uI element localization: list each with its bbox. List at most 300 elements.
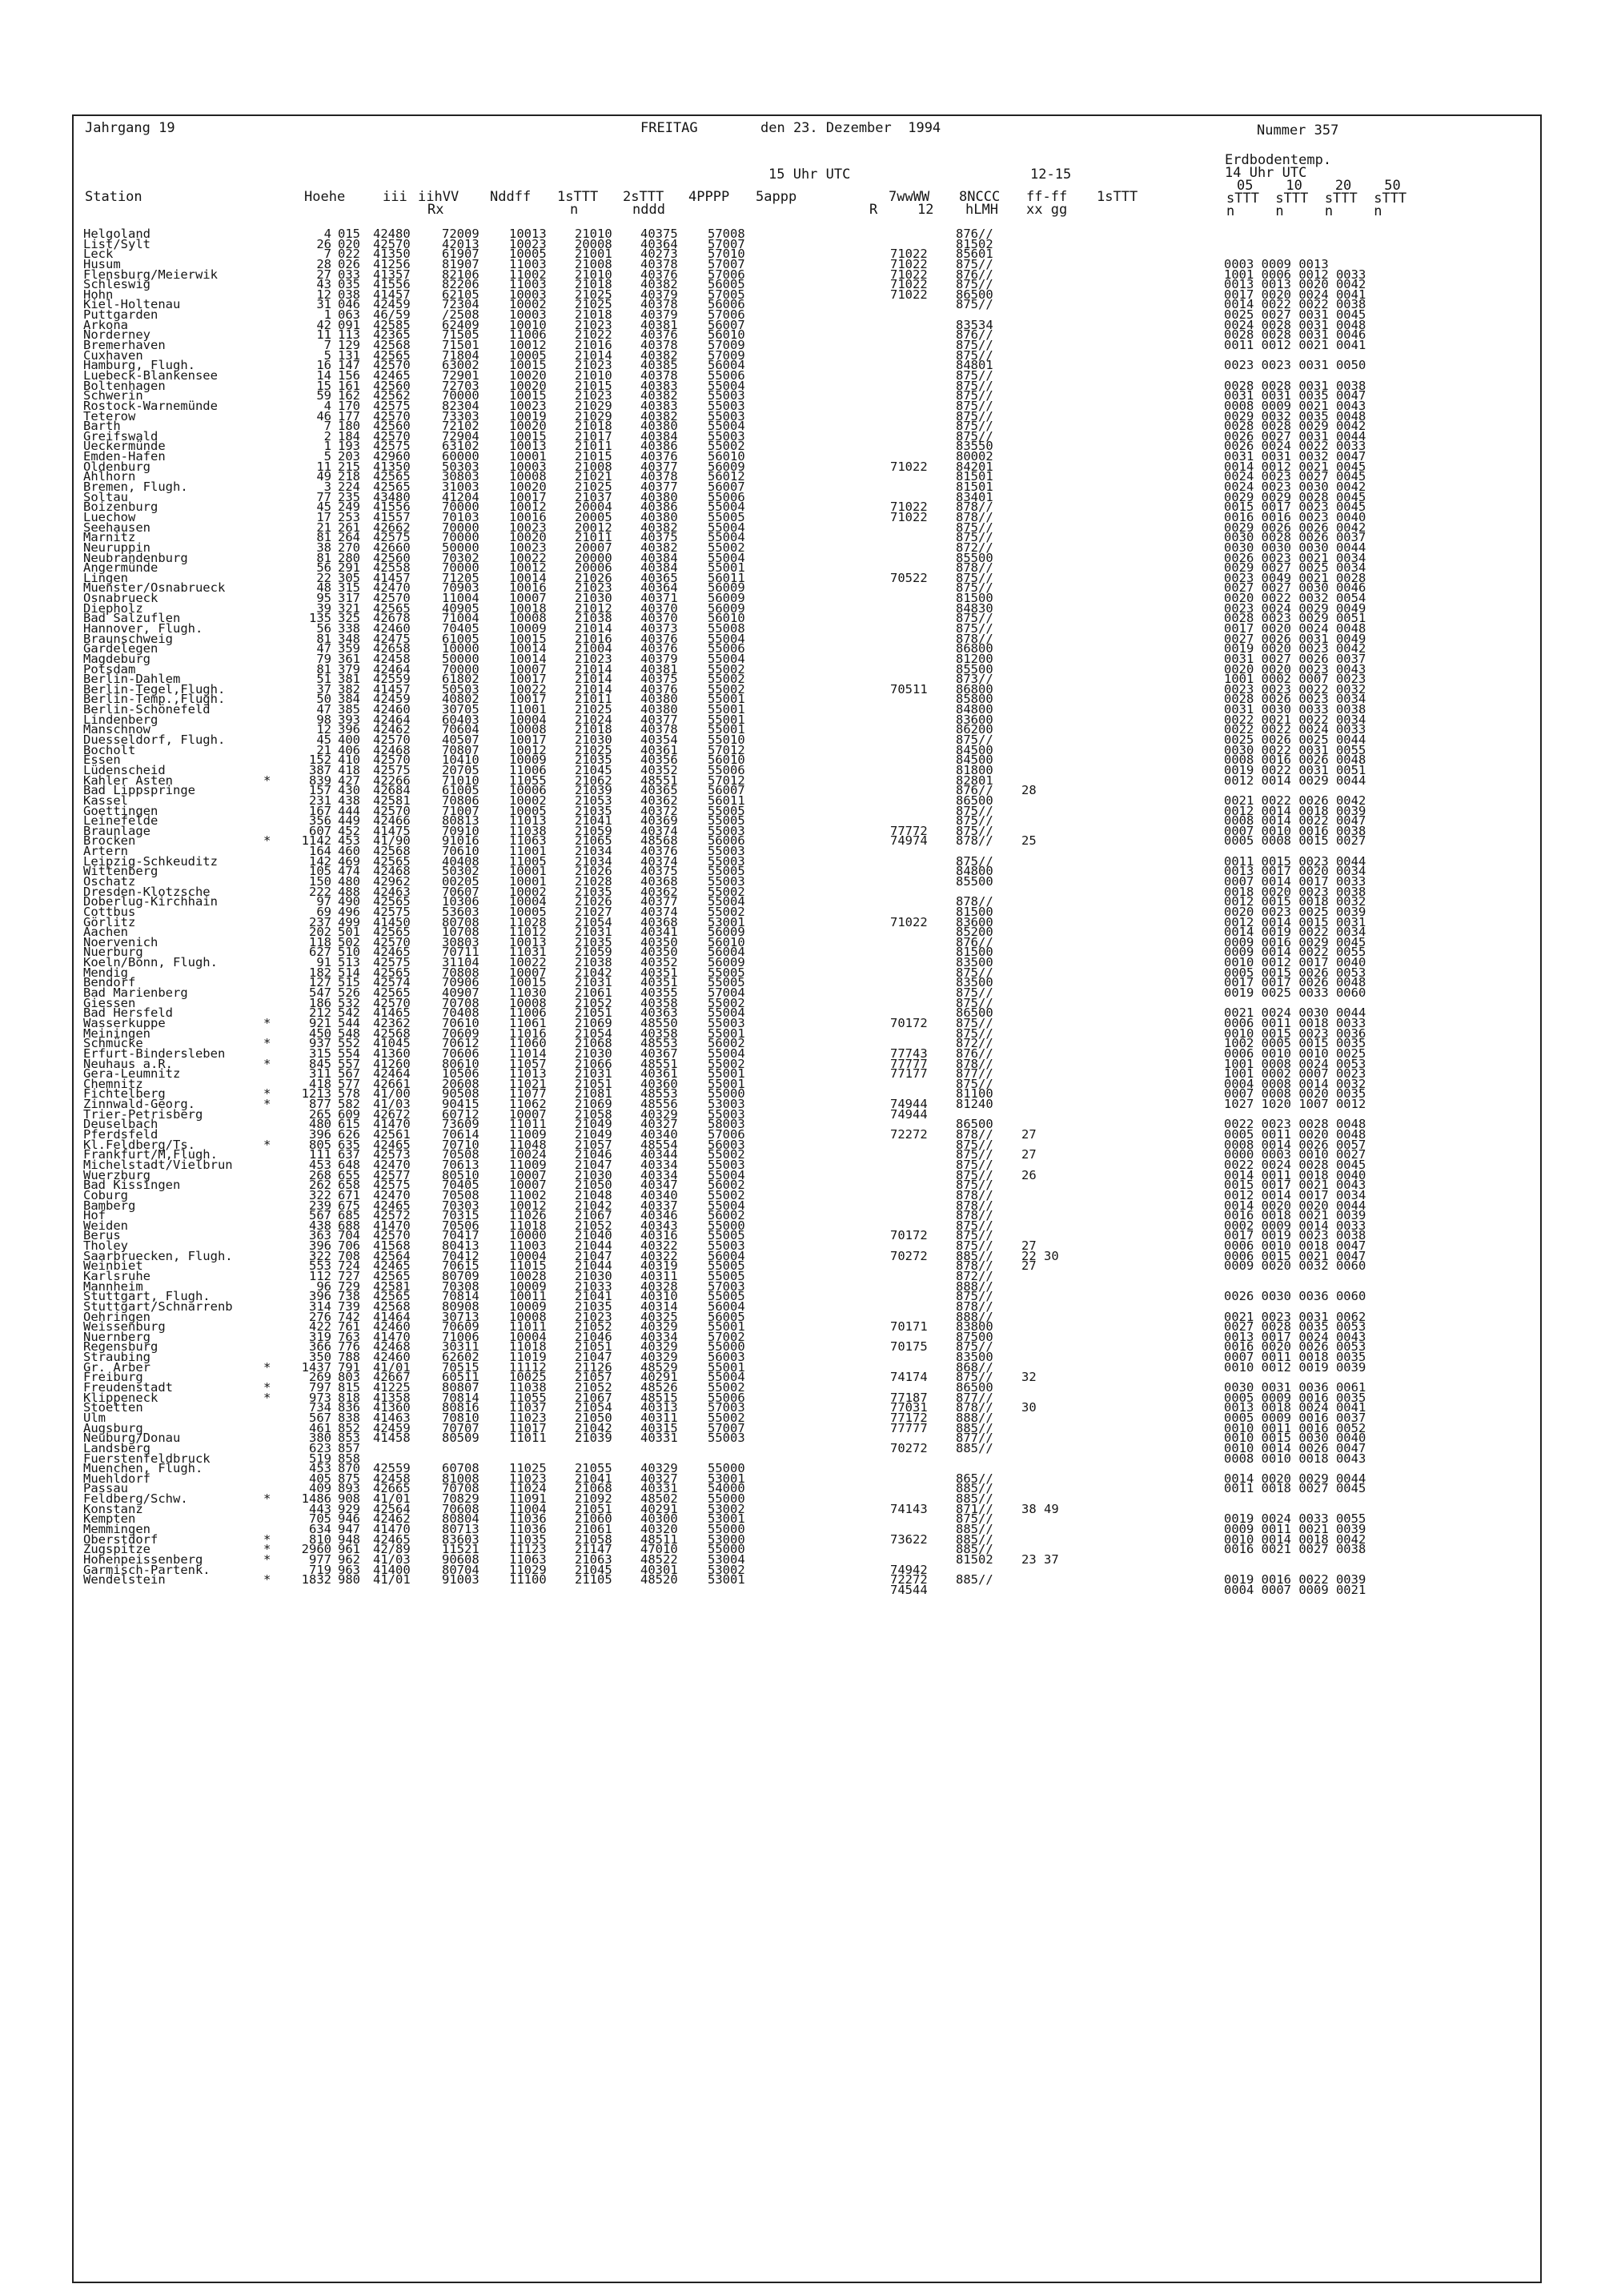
cell-nddff: /2508 [442,307,479,323]
cell-5appp: 55004 [708,894,745,909]
cell-soil-temps: 0009 0020 0032 0060 [1224,1258,1366,1274]
cell-hoehe: 45 [316,500,331,515]
cell-1sttt: 11036 [509,1522,547,1536]
cell-2sttt: 21042 [575,965,612,980]
cell-2sttt: 21014 [575,672,612,687]
cell-4pppp: 40379 [640,307,678,323]
cell-station: Wendelstein [83,1572,166,1588]
cell-2sttt: 21011 [575,530,612,545]
cell-2sttt: 21038 [575,955,612,970]
cell-hoehe: 319 [309,1329,331,1344]
cell-2sttt: 21046 [575,1147,612,1162]
cell-mountain-flag: * [263,1036,271,1051]
cell-2sttt: 20008 [575,236,612,251]
cell-iii: 381 [338,672,360,687]
cell-iihvv: 42464 [373,1066,411,1082]
cell-1sttt: 11005 [509,853,547,869]
cell-soil-temps: 0008 0014 0026 0057 [1224,1137,1366,1152]
cell-nddff: 53603 [442,904,479,919]
cell-4pppp: 48554 [640,1137,678,1152]
cell-nddff: 61005 [442,783,479,798]
cell-iihvv: 41470 [373,1329,411,1344]
cell-4pppp: 40301 [640,1562,678,1577]
cell-4pppp: 40340 [640,1127,678,1142]
cell-2sttt: 21025 [575,702,612,717]
cell-ff-ff: 27 [1021,1127,1037,1142]
cell-1sttt: 10016 [509,580,547,596]
cell-iii: 893 [338,1481,360,1496]
cell-8nccc: 875// [956,1238,993,1254]
cell-iii: 384 [338,692,360,707]
cell-nddff: 30803 [442,934,479,949]
cell-8nccc: 875// [956,1167,993,1182]
cell-hoehe: 231 [309,793,331,808]
cell-8nccc: 86200 [956,722,993,737]
cell-soil-temps: 0024 0023 0030 0042 [1224,480,1366,495]
cell-1sttt: 10008 [509,469,547,484]
cell-1sttt: 10002 [509,884,547,899]
cell-iihvv: 42575 [373,762,411,777]
cell-hoehe: 7 [323,419,331,434]
cell-iii: 788 [338,1350,360,1365]
cell-hoehe: 59 [316,388,331,403]
cell-5appp: 56009 [708,955,745,970]
cell-iihvv: 42475 [373,631,411,646]
cell-4pppp: 40331 [640,1481,678,1496]
cell-4pppp: 40376 [640,267,678,282]
cell-5appp: 55001 [708,1076,745,1091]
cell-iii: 438 [338,793,360,808]
cell-hoehe: 48 [316,580,331,596]
cell-5appp: 55000 [708,1086,745,1102]
cell-station: Diepholz [83,600,143,616]
cell-iihvv: 46/59 [373,307,411,323]
cell-iihvv: 42458 [373,651,411,666]
col-hoehe: Hoehe [304,189,346,205]
cell-hoehe: 17 [316,509,331,524]
cell-4pppp: 40376 [640,631,678,646]
cell-station: Chemnitz [83,1076,143,1091]
cell-iii: 688 [338,1218,360,1233]
cell-ff-ff: 28 [1021,783,1037,798]
cell-hoehe: 1486 [301,1491,331,1507]
cell-iihvv: 42460 [373,1319,411,1335]
cell-hoehe: 26 [316,236,331,251]
cell-iii: 857 [338,1440,360,1455]
cell-iii: 980 [338,1572,360,1588]
cell-iihvv: 41556 [373,500,411,515]
cell-1sttt: 11017 [509,1420,547,1435]
cell-4pppp: 40315 [640,1420,678,1435]
cell-station: Stuttgart/Schnarrenb [83,1299,233,1314]
cell-mountain-flag: * [263,1380,271,1395]
cell-iihvv: 42460 [373,1350,411,1365]
cell-nddff: 63002 [442,358,479,373]
cell-5appp: 55004 [708,1006,745,1021]
cell-nddff: 80610 [442,1056,479,1071]
cell-4pppp: 40351 [640,965,678,980]
cell-station: Zugspitze [83,1542,150,1557]
cell-iihvv: 42468 [373,742,411,757]
cell-1sttt: 11063 [509,833,547,849]
cell-4pppp: 40380 [640,419,678,434]
cell-1sttt: 11015 [509,1258,547,1274]
cell-nddff: 70708 [442,1481,479,1496]
cell-4pppp: 40378 [640,469,678,484]
cell-2sttt: 21059 [575,945,612,960]
cell-station: Mannheim [83,1278,143,1294]
cell-iihvv: 41450 [373,914,411,929]
cell-5appp: 56010 [708,611,745,626]
cell-8nccc: 86800 [956,681,993,696]
cell-nddff: 70807 [442,742,479,757]
cell-5appp: 56004 [708,1299,745,1314]
cell-station: Wittenberg [83,864,158,879]
cell-2sttt: 21050 [575,1178,612,1193]
cell-8nccc: 875// [956,733,993,748]
cell-iihvv: 42570 [373,408,411,423]
cell-ff-ff: 26 [1021,1167,1037,1182]
cell-5appp: 53004 [708,1551,745,1567]
cell-station: Garmisch-Partenk. [83,1562,211,1577]
cell-7wwww: 70522 [890,570,928,585]
cell-iii: 305 [338,570,360,585]
cell-8nccc: 86500 [956,287,993,302]
cell-7wwww: 71022 [890,459,928,474]
cell-5appp: 56002 [708,1208,745,1223]
cell-iihvv: 41470 [373,1522,411,1536]
cell-station: Straubing [83,1350,150,1365]
cell-iii: 418 [338,762,360,777]
cell-8nccc: 885// [956,1531,993,1547]
cell-1sttt: 11030 [509,985,547,1001]
cell-nddff: 70000 [442,520,479,535]
cell-5appp: 55006 [708,641,745,656]
cell-5appp: 55002 [708,540,745,555]
cell-station: Lüdenscheid [83,762,166,777]
cell-2sttt: 21018 [575,722,612,737]
cell-2sttt: 21026 [575,570,612,585]
cell-2sttt: 21054 [575,914,612,929]
cell-5appp: 55004 [708,530,745,545]
cell-8nccc: 83800 [956,1319,993,1335]
cell-nddff: 82206 [442,277,479,292]
cell-station: Duesseldorf, Flugh. [83,733,226,748]
cell-nddff: 50503 [442,681,479,696]
cell-5appp: 56007 [708,783,745,798]
cell-8nccc: 84201 [956,459,993,474]
cell-iii: 444 [338,803,360,818]
cell-4pppp: 40331 [640,1431,678,1446]
cell-hoehe: 46 [316,408,331,423]
cell-soil-temps: 0010 0015 0023 0036 [1224,1026,1366,1041]
cell-1sttt: 10017 [509,489,547,504]
cell-1sttt: 11061 [509,1015,547,1030]
cell-2sttt: 21057 [575,1137,612,1152]
cell-nddff: 70303 [442,1198,479,1213]
cell-1sttt: 11006 [509,762,547,777]
cell-4pppp: 40382 [640,520,678,535]
cell-iihvv: 42662 [373,520,411,535]
cell-iii: 180 [338,419,360,434]
cell-4pppp: 40377 [640,459,678,474]
cell-station: Boltenhagen [83,378,166,393]
cell-hoehe: 350 [309,1350,331,1365]
cell-iihvv: 42574 [373,975,411,990]
cell-iihvv: 42575 [373,904,411,919]
cell-nddff: 70508 [442,1147,479,1162]
cell-hoehe: 28 [316,256,331,271]
cell-4pppp: 40376 [640,641,678,656]
cell-2sttt: 21051 [575,1076,612,1091]
cell-iihvv: 41568 [373,1238,411,1254]
cell-iihvv: 42480 [373,227,411,241]
cell-5appp: 55003 [708,398,745,413]
cell-2sttt: 21057 [575,1370,612,1385]
cell-iii: 739 [338,1299,360,1314]
cell-station: Fichtelberg [83,1086,166,1102]
cell-8nccc: 875// [956,256,993,271]
cell-5appp: 55004 [708,1167,745,1182]
cell-soil-temps: 1027 1020 1007 0012 [1224,1097,1366,1112]
cell-4pppp: 48529 [640,1359,678,1375]
cell-station: Oberstdorf [83,1531,158,1547]
cell-2sttt: 21047 [575,1157,612,1172]
cell-nddff: 91003 [442,1572,479,1588]
cell-4pppp: 40340 [640,1187,678,1202]
cell-5appp: 57006 [708,1127,745,1142]
cell-nddff: 70614 [442,1127,479,1142]
cell-4pppp: 40344 [640,1147,678,1162]
cell-1sttt: 11003 [509,1238,547,1254]
cell-1sttt: 10023 [509,520,547,535]
cell-7wwww: 74944 [890,1106,928,1122]
cell-soil-temps: 0027 0028 0035 0053 [1224,1319,1366,1335]
cell-8nccc: 875// [956,1015,993,1030]
cell-2sttt: 21044 [575,1258,612,1274]
cell-1sttt: 10010 [509,317,547,332]
cell-soil-temps: 0008 0010 0018 0043 [1224,1451,1366,1466]
cell-4pppp: 40334 [640,1167,678,1182]
cell-5appp: 55002 [708,1380,745,1395]
cell-iii: 542 [338,1006,360,1021]
cell-4pppp: 40329 [640,1461,678,1476]
cell-5appp: 53002 [708,1562,745,1577]
cell-2sttt: 21058 [575,1531,612,1547]
cell-5appp: 55002 [708,672,745,687]
cell-soil-temps: 0010 0014 0026 0047 [1224,1440,1366,1455]
cell-8nccc: 875// [956,520,993,535]
cell-soil-temps: 0021 0023 0031 0062 [1224,1309,1366,1324]
weekday-label: FREITAG [640,120,698,136]
cell-2sttt: 21026 [575,894,612,909]
cell-station: Zinnwald-Georg. [83,1097,195,1112]
cell-iihvv: 42462 [373,722,411,737]
cell-8nccc: 85500 [956,874,993,889]
col-7wwww-sub: 12 [917,202,934,218]
cell-4pppp: 40351 [640,975,678,990]
cell-1sttt: 10007 [509,661,547,676]
cell-nddff: 72901 [442,367,479,383]
cell-2sttt: 20000 [575,550,612,565]
cell-4pppp: 40362 [640,793,678,808]
cell-8nccc: 885// [956,1542,993,1557]
cell-2sttt: 21037 [575,489,612,504]
cell-iihvv: 41/03 [373,1097,411,1112]
cell-iihvv: 42962 [373,874,411,889]
cell-5appp: 55004 [708,500,745,515]
cell-hoehe: 237 [309,914,331,929]
cell-iii: 852 [338,1420,360,1435]
cell-5appp: 58003 [708,1117,745,1132]
cell-1sttt: 11077 [509,1086,547,1102]
cell-nddff: 30713 [442,1309,479,1324]
cell-hoehe: 3 [323,480,331,495]
cell-soil-temps: 0028 0026 0023 0034 [1224,692,1366,707]
cell-8nccc: 875// [956,580,993,596]
cell-iii: 626 [338,1127,360,1142]
cell-7wwww: 71022 [890,247,928,262]
cell-8nccc: 875// [956,620,993,636]
cell-station: Marnitz [83,530,136,545]
cell-hoehe: 45 [316,733,331,748]
station-row [83,985,1532,1001]
cell-ff-ff: 27 [1021,1238,1037,1254]
cell-4pppp: 40379 [640,651,678,666]
cell-7wwww: 77177 [890,1066,928,1082]
cell-1sttt: 10003 [509,287,547,302]
cell-1sttt: 11031 [509,945,547,960]
cell-4pppp: 40370 [640,600,678,616]
cell-iii: 738 [338,1289,360,1304]
cell-8nccc: 872// [956,1036,993,1051]
cell-soil-temps: 0007 0014 0017 0033 [1224,874,1366,889]
cell-iihvv: 42464 [373,661,411,676]
station-row [83,340,1532,351]
cell-4pppp: 40374 [640,823,678,838]
cell-2sttt: 21045 [575,1562,612,1577]
cell-4pppp: 48568 [640,833,678,849]
cell-nddff: 70000 [442,530,479,545]
cell-4pppp: 40334 [640,1329,678,1344]
cell-5appp: 55003 [708,408,745,423]
station-row [83,236,1532,251]
cell-1sttt: 10013 [509,439,547,454]
cell-5appp: 55001 [708,1319,745,1335]
cell-4pppp: 40368 [640,914,678,929]
cell-1sttt: 11003 [509,256,547,271]
cell-4pppp: 40291 [640,1501,678,1516]
cell-4pppp: 40384 [640,550,678,565]
cell-2sttt: 21062 [575,773,612,788]
cell-1sttt: 11023 [509,1471,547,1486]
cell-soil-temps: 0008 0014 0022 0047 [1224,813,1366,829]
cell-2sttt: 21030 [575,1268,612,1283]
cell-iihvv: 42464 [373,712,411,727]
cell-8nccc: 875// [956,367,993,383]
cell-hoehe: 212 [309,1006,331,1021]
cell-4pppp: 40377 [640,480,678,495]
cell-iihvv: 42459 [373,297,411,312]
col-iihvv: iihVV [418,189,459,205]
cell-8nccc: 872// [956,1268,993,1283]
cell-station: Bremen, Flugh. [83,480,188,495]
cell-iii: 488 [338,884,360,899]
col-soil: sTTT sTTT sTTT sTTT [1226,191,1407,207]
cell-iii: 396 [338,722,360,737]
cell-hoehe: 627 [309,945,331,960]
cell-1sttt: 11014 [509,1046,547,1061]
cell-4pppp: 48515 [640,1390,678,1405]
cell-4pppp: 40376 [640,844,678,859]
cell-5appp: 57006 [708,307,745,323]
cell-station: Weiden [83,1218,128,1233]
cell-8nccc: 865// [956,1471,993,1486]
cell-nddff: 70417 [442,1228,479,1243]
cell-1sttt: 11004 [509,1501,547,1516]
cell-hoehe: 150 [309,874,331,889]
cell-hoehe: 239 [309,1198,331,1213]
cell-hoehe: 5 [323,347,331,363]
cell-soil-temps: 0005 0009 0016 0037 [1224,1410,1366,1425]
cell-iihvv: 42678 [373,611,411,626]
station-row [83,1268,1532,1283]
cell-nddff: 40802 [442,692,479,707]
cell-8nccc: 885// [956,1491,993,1507]
cell-soil-temps: 0005 0008 0015 0027 [1224,833,1366,849]
cell-4pppp: 40328 [640,1278,678,1294]
cell-4pppp: 48551 [640,1056,678,1071]
cell-1sttt: 10012 [509,338,547,353]
cell-station: Essen [83,753,121,768]
cell-8nccc: 86500 [956,1380,993,1395]
cell-iihvv: 41350 [373,247,411,262]
cell-2sttt: 21052 [575,995,612,1010]
cell-iii: 161 [338,378,360,393]
cell-8nccc: 877// [956,1390,993,1405]
cell-mountain-flag: * [263,833,271,849]
cell-4pppp: 40361 [640,742,678,757]
cell-station: Dresden-Klotzsche [83,884,211,899]
cell-station: Landsberg [83,1440,150,1455]
cell-nddff: 80709 [442,1268,479,1283]
cell-iii: 513 [338,955,360,970]
cell-1sttt: 10015 [509,358,547,373]
cell-station: Bad Lippspringe [83,783,195,798]
cell-5appp: 53001 [708,1572,745,1588]
cell-hoehe: 314 [309,1299,331,1314]
cell-5appp: 55000 [708,1339,745,1355]
cell-iihvv: 42558 [373,560,411,576]
cell-soil-temps: 0030 0022 0031 0055 [1224,742,1366,757]
cell-4pppp: 48556 [640,1097,678,1112]
cell-iihvv: 42565 [373,1289,411,1304]
cell-iihvv: 42575 [373,530,411,545]
col-1sttt: 1sTTT [557,189,599,205]
cell-soil-temps: 0007 0010 0016 0038 [1224,823,1366,838]
cell-8nccc: 875// [956,803,993,818]
cell-7wwww: 71022 [890,914,928,929]
cell-2sttt: 21016 [575,631,612,646]
cell-iii: 393 [338,712,360,727]
cell-1sttt: 10009 [509,620,547,636]
cell-hoehe: 1437 [301,1359,331,1375]
cell-1sttt: 11023 [509,1410,547,1425]
cell-iii: 325 [338,611,360,626]
cell-nddff: 70607 [442,884,479,899]
cell-1sttt: 10012 [509,1198,547,1213]
cell-7wwww: 70272 [890,1440,928,1455]
